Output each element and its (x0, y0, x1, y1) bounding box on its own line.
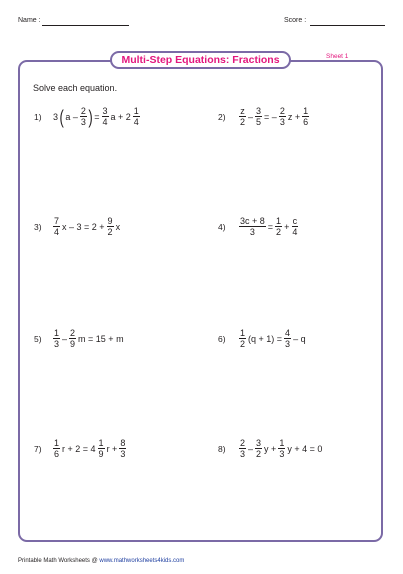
problem-number: 5) (34, 334, 42, 344)
problem-6-equation: $\frac{1}{2}$ (q + 1) = $\frac{4}{3}$ – q (240, 328, 306, 349)
problem-number: 1) (34, 112, 42, 122)
footer-label: Printable Math Worksheets @ (18, 558, 98, 564)
sheet-label: Sheet 1 (326, 53, 349, 60)
score-label: Score : (284, 17, 307, 24)
problem-number: 3) (34, 222, 42, 232)
problem-2-equation: $\frac{z}{2}$ – $\frac{3}{5}$ = – $\frac{2}{3}$ z + $\frac{1}{6}$ (240, 106, 309, 127)
problem-4-equation: $\frac{3c + 8}{3}$ = $\frac{1}{2}$ + $\frac{c}{4}$ (240, 216, 298, 237)
problem-number: 6) (218, 334, 226, 344)
problem-3-equation: $\frac{7}{4}$ x – 3 = 2 + $\frac{9}{2}$ x (54, 216, 121, 237)
problem-5-equation: $\frac{1}{3}$ – $\frac{2}{9}$ m = 15 + m (54, 328, 124, 349)
worksheet-frame (18, 60, 383, 542)
problem-1-equation: 3 ( a – $\frac{2}{3}$ ) = $\frac{3}{4}$ a + 2 $\frac{1}{4}$ (53, 105, 139, 128)
problem-number: 4) (218, 222, 226, 232)
problem-number: 2) (218, 112, 226, 122)
footer-link[interactable]: www.mathworksheets4kids.com (99, 558, 185, 564)
problem-number: 7) (34, 444, 42, 454)
problem-7-equation: $\frac{1}{6}$ r + 2 = 4 $\frac{1}{9}$ r + $\frac{8}{3}$ (54, 438, 126, 459)
footer (18, 558, 184, 564)
problem-number: 8) (218, 444, 226, 454)
name-label: Name : (18, 17, 41, 24)
worksheet-title: Multi-Step Equations: Fractions (110, 51, 291, 69)
score-field[interactable] (310, 25, 385, 26)
name-field[interactable] (42, 25, 129, 26)
problem-8-equation: $\frac{2}{3}$ – $\frac{3}{2}$ y + $\frac{1}{3}$ y + 4 = 0 (240, 438, 323, 459)
instructions: Solve each equation. (33, 83, 118, 93)
